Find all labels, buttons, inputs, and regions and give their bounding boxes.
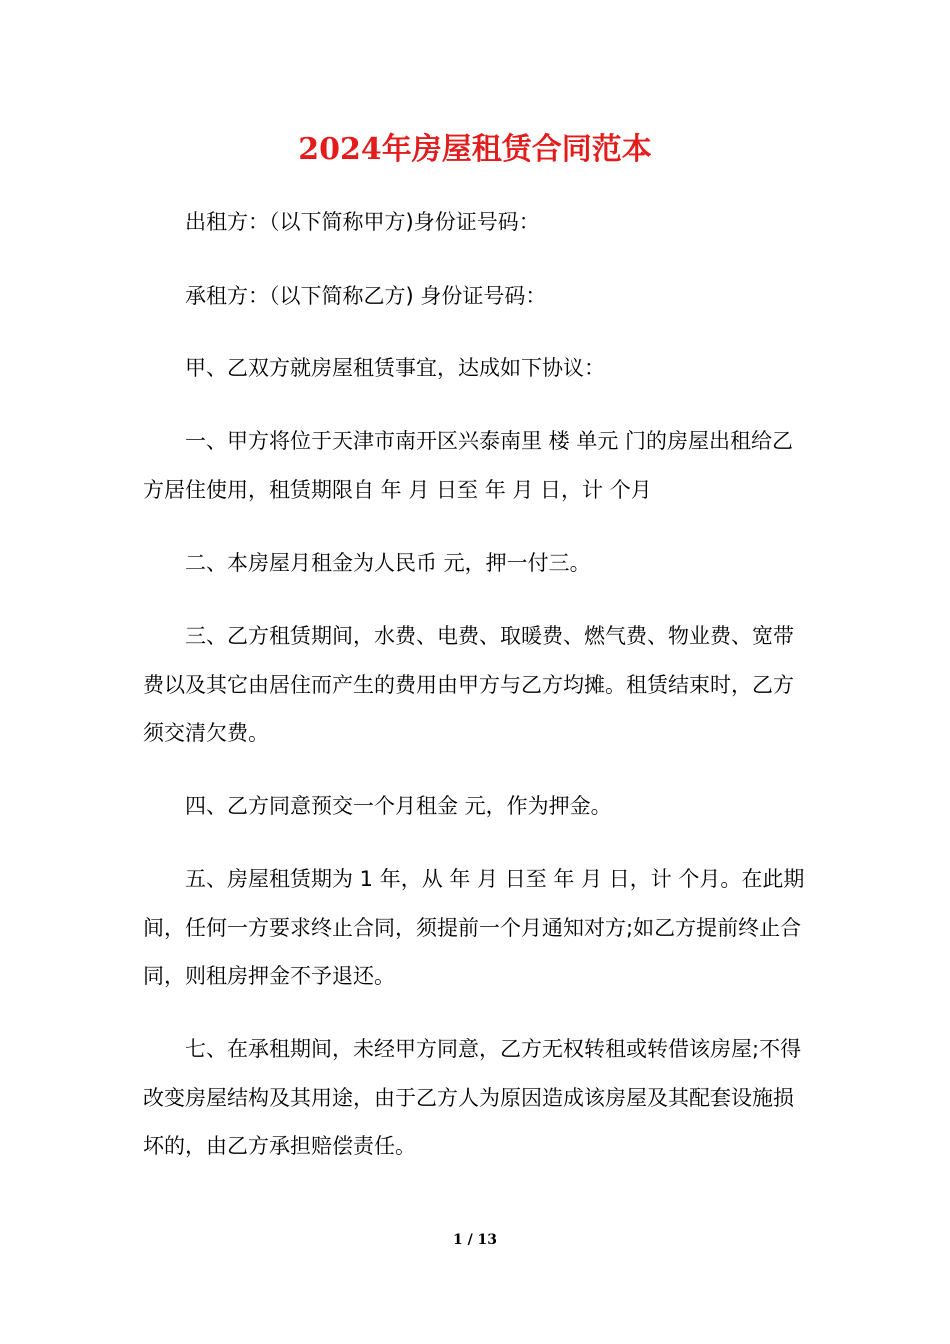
clause-5: 五、房屋租赁期为 1 年，从 年 月 日至 年 月 日，计 个月。在此期间，任何一方要求终止合同，须提前一个月通知对方;如乙方提前终止合同，则租房押金不予退还。 xyxy=(143,867,805,988)
lessor-line: 出租方：（以下简称甲方)身份证号码： xyxy=(185,210,540,234)
document-title: 2024年房屋租赁合同范本 xyxy=(298,132,652,167)
clause-4: 四、乙方同意预交一个月租金 元，作为押金。 xyxy=(185,794,612,818)
clause-2: 二、本房屋月租金为人民币 元，押一付三。 xyxy=(185,551,591,575)
lessee-line: 承租方：（以下简称乙方) 身份证号码： xyxy=(185,284,547,308)
agreement-intro: 甲、乙双方就房屋租赁事宜，达成如下协议： xyxy=(185,356,605,380)
clause-7: 七、在承租期间，未经甲方同意，乙方无权转租或转借该房屋;不得改变房屋结构及其用途，由于乙方人为原因造成该房屋及其配套设施损坏的，由乙方承担赔偿责任。 xyxy=(143,1037,802,1158)
clause-1: 一、甲方将位于天津市南开区兴泰南里 楼 单元 门的房屋出租给乙方居住使用，租赁期限自 年 月 日至 年 月 日，计 个月 xyxy=(143,429,794,502)
clause-3: 三、乙方租赁期间，水费、电费、取暖费、燃气费、物业费、宽带费以及其它由居住而产生的费用由甲方与乙方均摊。租赁结束时，乙方须交清欠费。 xyxy=(143,624,794,745)
page-number: 1 / 13 xyxy=(452,1232,498,1248)
